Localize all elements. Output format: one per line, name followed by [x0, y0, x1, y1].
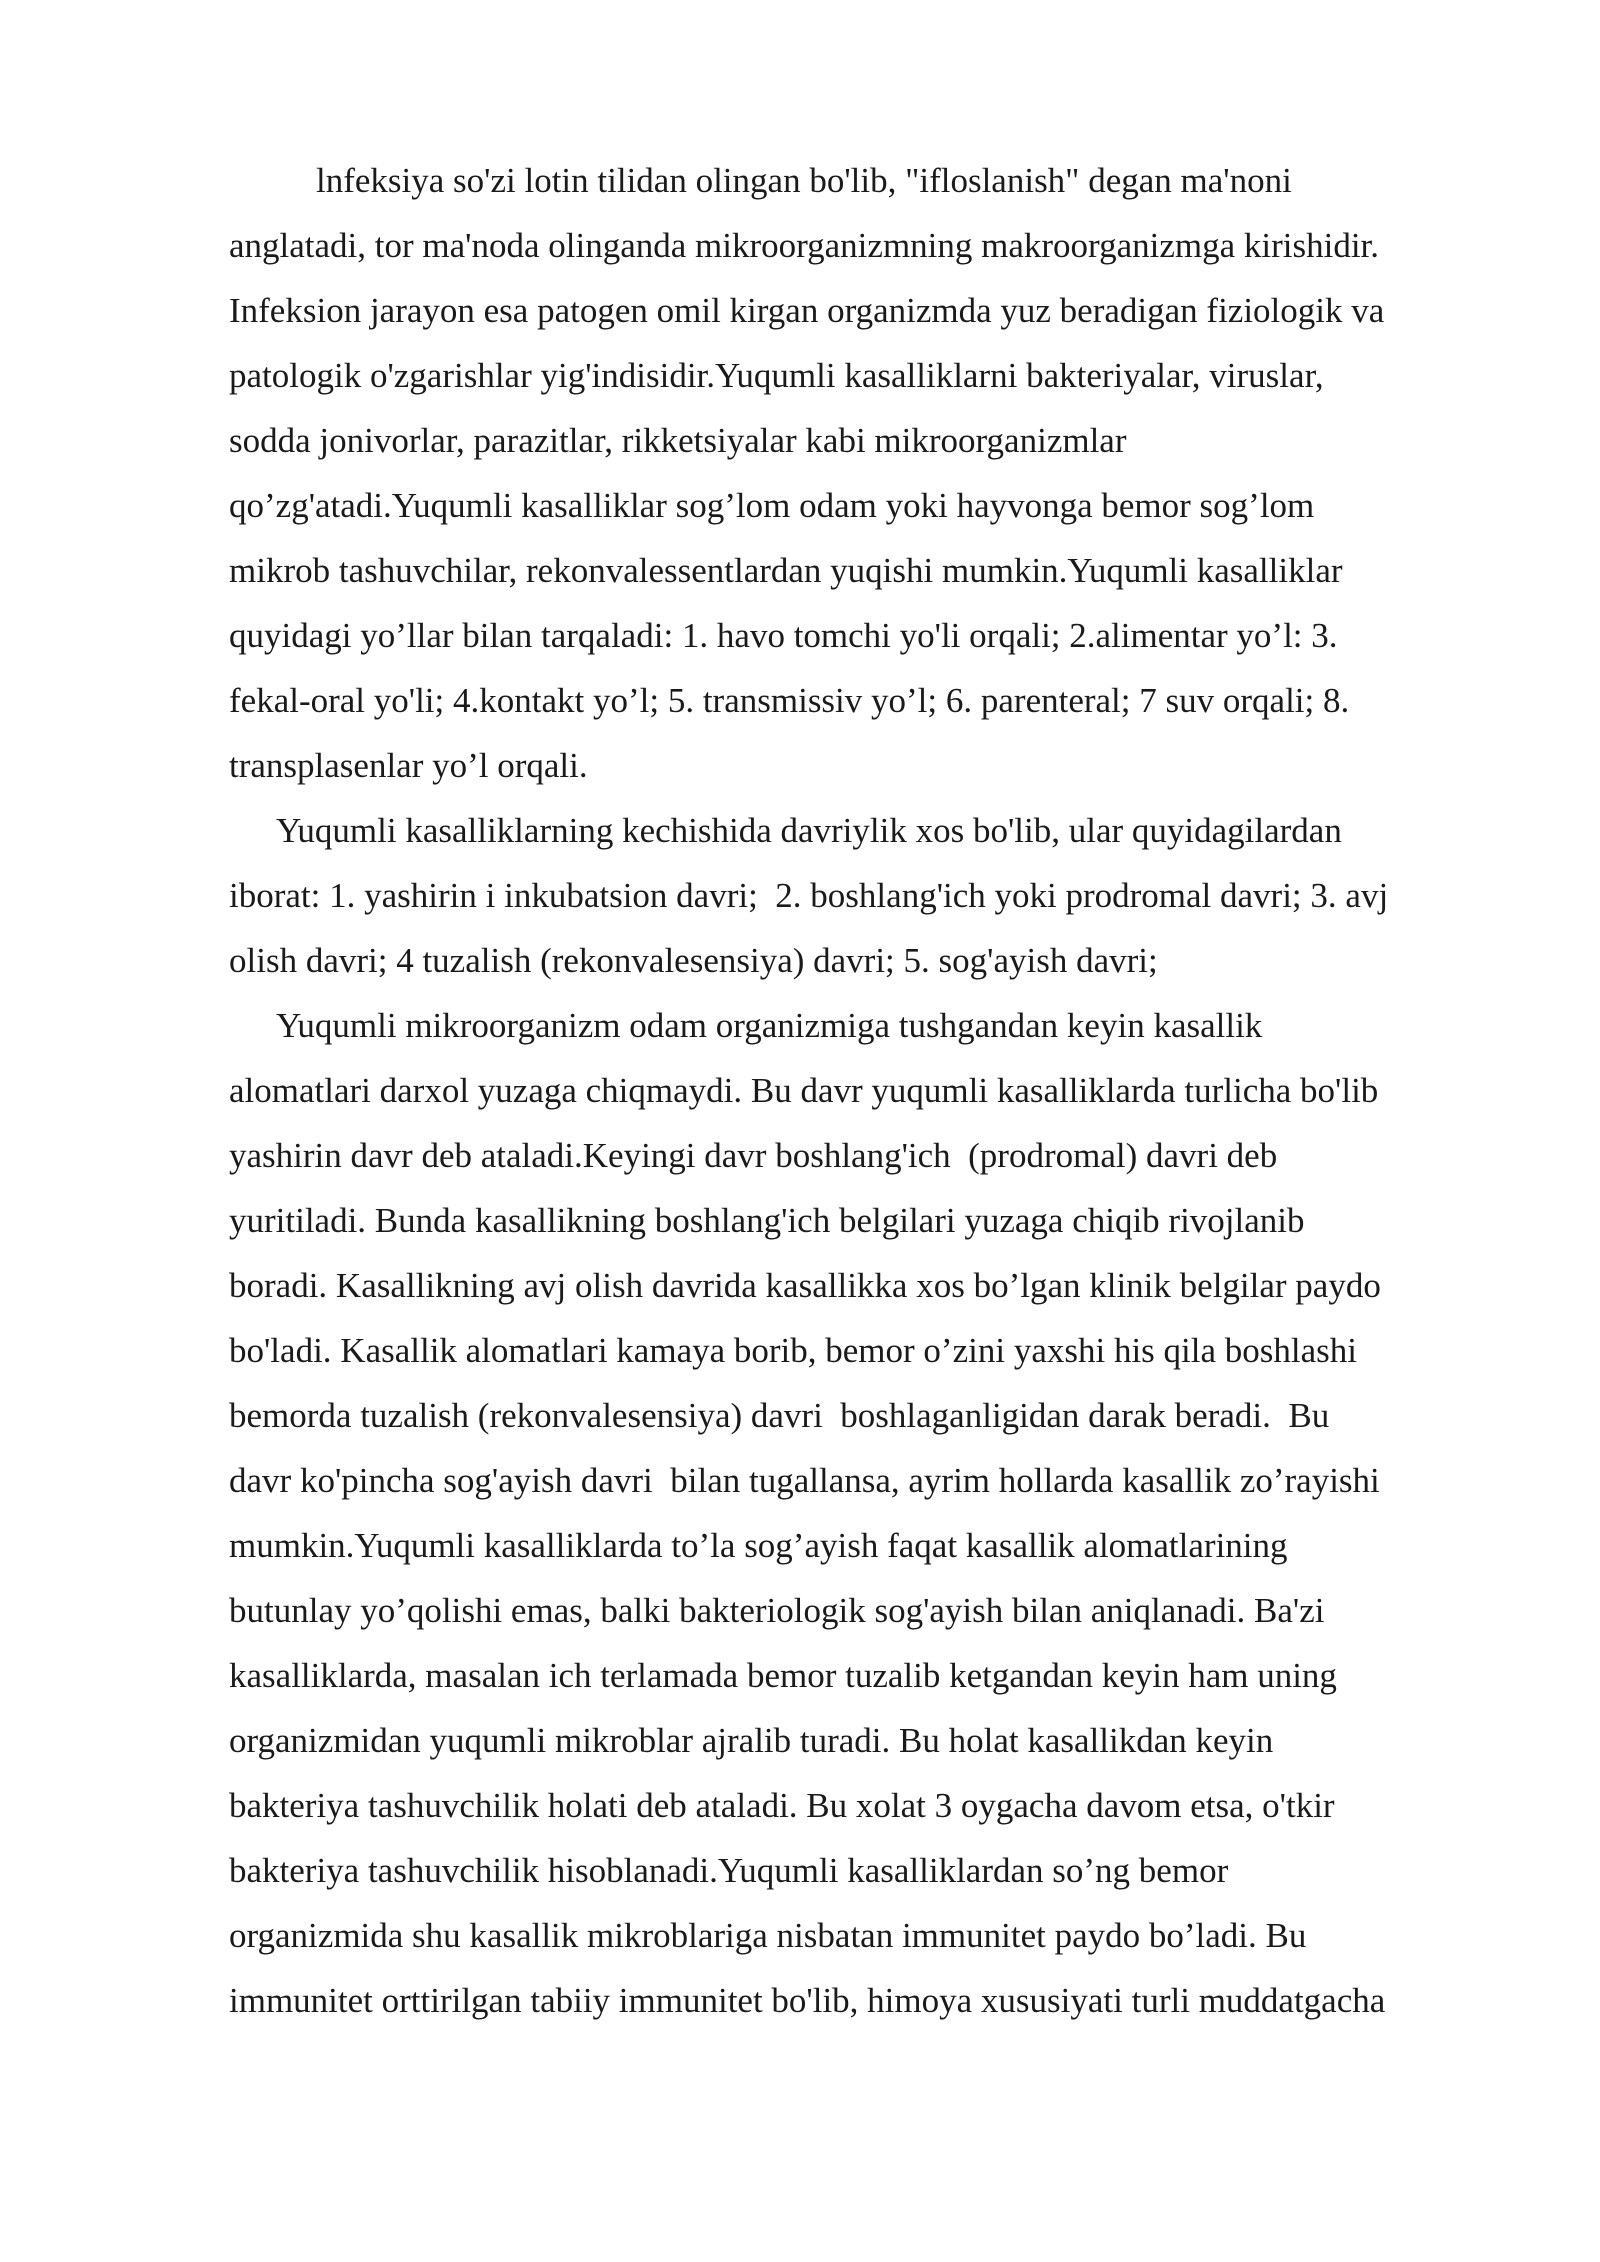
text-line: qo’zg'atadi.Yuqumli kasalliklar sog’lom odam yoki hayvonga bemor sog’lom — [229, 486, 1315, 525]
paragraph-disease-periods — [229, 798, 1481, 993]
text-line: fekal-oral yo'li; 4.kontakt yo’l; 5. transmissiv yo’l; 6. parenteral; 7 suv orqali; 8. — [229, 681, 1350, 720]
text-line: Yuqumli mikroorganizm odam organizmiga tushgandan keyin kasallik — [276, 1006, 1263, 1045]
text-line: yashirin davr deb ataladi.Keyingi davr boshlang'ich (prodromal) davri deb — [229, 1136, 1278, 1175]
text-line: bakteriya tashuvchilik hisoblanadi.Yuqumli kasalliklardan so’ng bemor — [229, 1851, 1229, 1890]
text-line: mumkin.Yuqumli kasalliklarda to’la sog’ayish faqat kasallik alomatlarining — [229, 1526, 1288, 1565]
text-line: mikrob tashuvchilar, rekonvalessentlardan yuqishi mumkin.Yuqumli kasalliklar — [229, 551, 1343, 590]
text-line: boradi. Kasallikning avj olish davrida kasallikka xos bo’lgan klinik belgilar paydo — [229, 1266, 1381, 1305]
text-line: patologik o'zgarishlar yig'indisidir.Yuqumli kasalliklarni bakteriyalar, viruslar, — [229, 356, 1324, 395]
text-line: alomatlari darxol yuzaga chiqmaydi. Bu davr yuqumli kasalliklarda turlicha bo'lib — [229, 1071, 1379, 1110]
text-line: Yuqumli kasalliklarning kechishida davriylik xos bo'lib, ular quyidagilardan — [276, 811, 1342, 850]
text-line: organizmidan yuqumli mikroblar ajralib turadi. Bu holat kasallikdan keyin — [229, 1721, 1274, 1760]
text-line: sodda jonivorlar, parazitlar, rikketsiyalar kabi mikroorganizmlar — [229, 421, 1127, 460]
text-line: kasalliklarda, masalan ich terlamada bemor tuzalib ketgandan keyin ham uning — [229, 1656, 1337, 1695]
text-line: olish davri; 4 tuzalish (rekonvalesensiya) davri; 5. sog'ayish davri; — [229, 941, 1158, 980]
text-line: lnfeksiya so'zi lotin tilidan olingan bo'lib, "ifloslanish" degan ma'noni — [316, 161, 1292, 200]
text-line: yuritiladi. Bunda kasallikning boshlang'ich belgilari yuzaga chiqib rivojlanib — [229, 1201, 1305, 1240]
paragraph-infection-definition — [229, 148, 1481, 798]
text-line: anglatadi, tor ma'noda olinganda mikroorganizmning makroorganizmga kirishidir. — [229, 226, 1380, 265]
document-body — [229, 148, 1481, 2033]
text-line: bemorda tuzalish (rekonvalesensiya) davri boshlaganligidan darak beradi. Bu — [229, 1396, 1330, 1435]
text-line: butunlay yo’qolishi emas, balki bakteriologik sog'ayish bilan aniqlanadi. Ba'zi — [229, 1591, 1325, 1630]
text-line: organizmida shu kasallik mikroblariga nisbatan immunitet paydo bo’ladi. Bu — [229, 1916, 1307, 1955]
paragraph-disease-course — [229, 993, 1481, 2033]
text-line: bo'ladi. Kasallik alomatlari kamaya borib, bemor o’zini yaxshi his qila boshlashi — [229, 1331, 1357, 1370]
text-line: immunitet orttirilgan tabiiy immunitet bo'lib, himoya xususiyati turli muddatgacha — [229, 1981, 1386, 2020]
text-line: bakteriya tashuvchilik holati deb ataladi. Bu xolat 3 oygacha davom etsa, o'tkir — [229, 1786, 1335, 1825]
text-line: iborat: 1. yashirin i inkubatsion davri; 2. boshlang'ich yoki prodromal davri; 3. avj — [229, 876, 1389, 915]
text-line: quyidagi yo’llar bilan tarqaladi: 1. havo tomchi yo'li orqali; 2.alimentar yo’l: 3. — [229, 616, 1338, 655]
text-line: davr ko'pincha sog'ayish davri bilan tugallansa, ayrim hollarda kasallik zo’rayishi — [229, 1461, 1380, 1500]
text-line: transplasenlar yo’l orqali. — [229, 746, 588, 785]
text-line: Infeksion jarayon esa patogen omil kirgan organizmda yuz beradigan fiziologik va — [229, 291, 1385, 330]
